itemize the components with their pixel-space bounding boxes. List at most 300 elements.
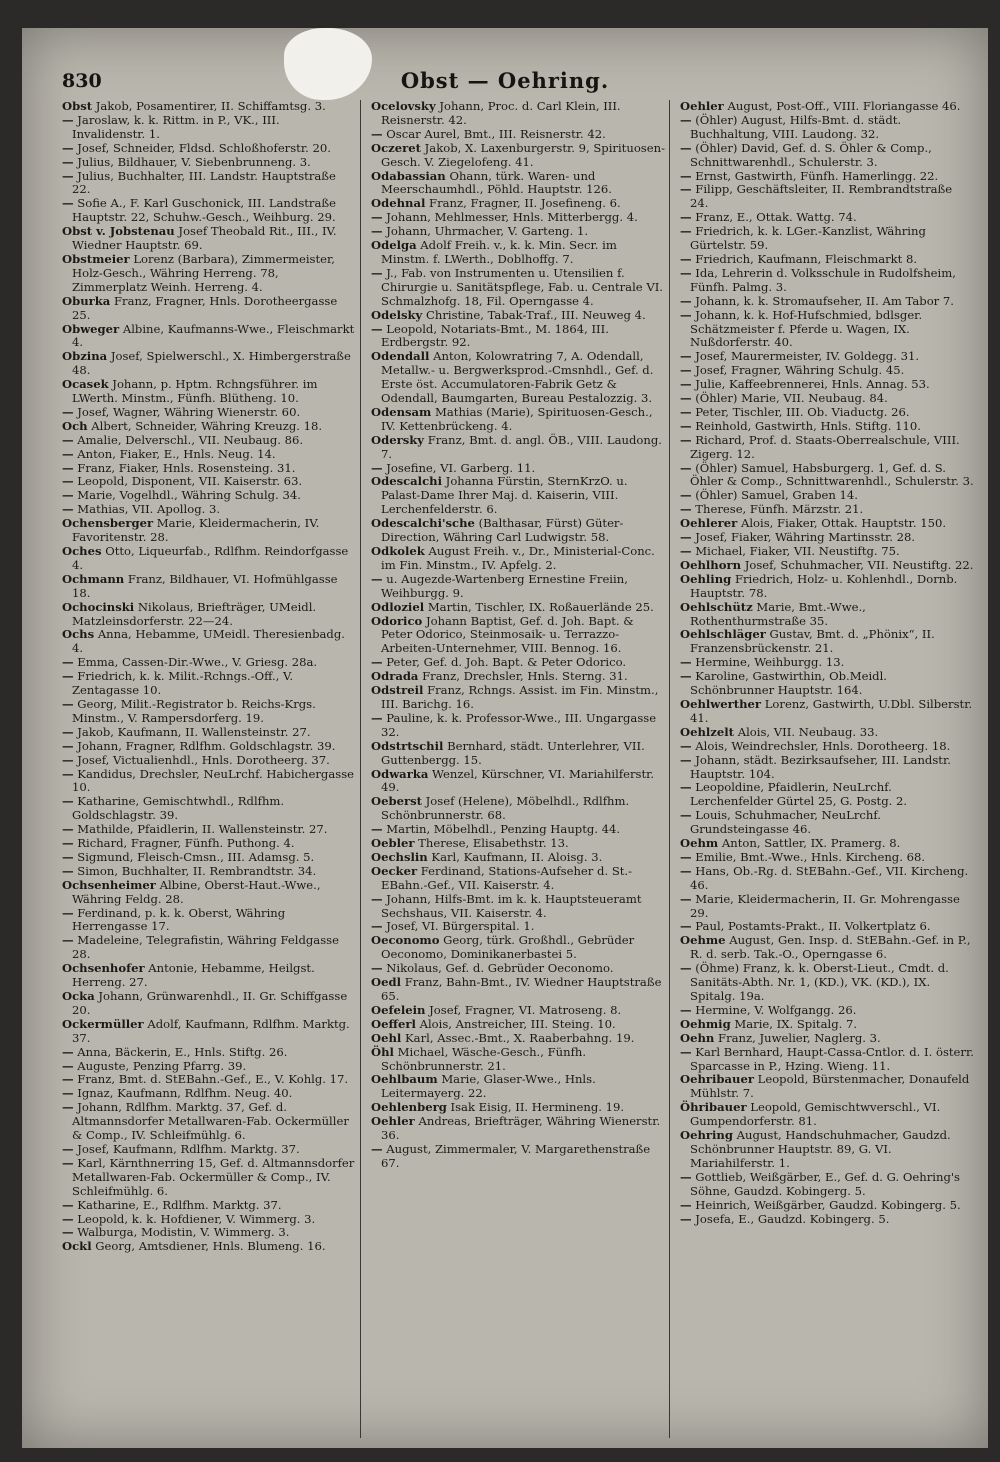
entry-headword: — (62, 933, 74, 948)
entry-headword: Ochmann (62, 571, 125, 586)
entry-headword: — (62, 836, 74, 851)
directory-entry (62, 601, 356, 629)
column-3 (676, 100, 978, 1438)
entry-text: Pauline, k. k. Professor-Wwe., III. Ungargasse 32. (381, 710, 657, 739)
entry-text: August, Gen. Insp. d. StEBahn.-Gef. in P., R. d. serb. Tak.-O., Operngasse 6. (690, 933, 971, 962)
entry-headword: — (62, 1072, 74, 1087)
entry-headword: — (680, 488, 692, 503)
entry-headword: — (680, 168, 692, 183)
entry-text: (Balthasar, Fürst) Güter-Direction, Währing Carl Ludwigstr. 58. (381, 516, 624, 545)
entry-headword: Ocelovsky (371, 100, 436, 113)
entry-text: Ohann, türk. Waren- und Meerschaumhdl., Pöhld. Hauptstr. 126. (381, 168, 612, 197)
entry-text: Johann, Fragner, Rdlfhm. Goldschlagstr. 39. (77, 738, 336, 753)
entry-text: Jaroslaw, k. k. Rittm. in P., VK., III. Invalidenstr. 1. (72, 112, 280, 141)
entry-text: Franz, Juwelier, Naglerg. 3. (718, 1030, 881, 1045)
entry-headword: Oehlwerther (680, 696, 762, 711)
directory-entry (371, 434, 665, 462)
entry-text: Marie, Kleidermacherin, II. Gr. Mohrengasse 29. (690, 891, 960, 920)
directory-entry (680, 1032, 974, 1046)
directory-entry (680, 573, 974, 601)
directory-entry (62, 197, 356, 225)
entry-headword: Ockermüller (62, 1016, 144, 1031)
entry-text: Karl Bernhard, Haupt-Cassa-Cntlor. d. I. österr. Sparcasse in P., Hzing. Wieng. 11. (690, 1044, 974, 1073)
entry-text: Georg, Milit.-Registrator b. Reichs-Krgs. Minstm., V. Rampersdorferg. 19. (72, 696, 316, 725)
directory-entry (680, 420, 974, 434)
entry-headword: — (371, 265, 383, 280)
entry-text: Gustav, Bmt. d. „Phönix“, II. Franzensbrückenstr. 21. (690, 627, 935, 656)
entry-text: Adolf, Kaufmann, Rdlfhm. Marktg. 37. (72, 1016, 350, 1045)
entry-headword: Oehn (680, 1030, 715, 1045)
entry-headword: Ocasek (62, 377, 109, 392)
directory-entry (371, 795, 665, 823)
entry-headword: — (62, 432, 74, 447)
entry-headword: Odelsky (371, 307, 423, 322)
entry-headword: Obzina (62, 349, 108, 364)
entry-headword: — (62, 502, 74, 517)
directory-entry (371, 934, 665, 962)
entry-headword: — (371, 919, 383, 934)
directory-entry (62, 503, 356, 517)
directory-entry (371, 837, 665, 851)
directory-entry (371, 1101, 665, 1115)
directory-entry (62, 475, 356, 489)
entry-headword: Oehribauer (680, 1072, 754, 1087)
entry-text: Christine, Tabak-Traf., III. Neuweg 4. (425, 307, 646, 322)
entry-text: Ida, Lehrerin d. Volksschule in Rudolfsheim, Fünfh. Palmg. 3. (690, 265, 956, 294)
entry-text: Marie, Vogelhdl., Währing Schulg. 34. (77, 488, 301, 503)
entry-headword: — (680, 780, 692, 795)
entry-text: Heinrich, Weißgärber, Gaudzd. Kobingerg. 5. (695, 1197, 961, 1212)
entry-text: Johann, p. Hptm. Rchngsführer. im LWerth. Minstm., Fünfh. Blütheng. 10. (72, 377, 318, 406)
entry-text: Josef Theobald Rit., III., IV. Wiedner Hauptstr. 69. (72, 224, 337, 253)
entry-headword: — (62, 488, 74, 503)
entry-text: Amalie, Delverschl., VII. Neubaug. 86. (77, 432, 304, 447)
entry-text: Johann, Rdlfhm. Marktg. 37, Gef. d. Altmannsdorfer Metallwaren-Fab. Ockermüller & Comp., IV. Schleifmühlg. 6. (72, 1100, 349, 1143)
directory-entry (371, 197, 665, 211)
entry-text: Josef, Kaufmann, Rdlfhm. Marktg. 37. (77, 1141, 300, 1156)
directory-entry (371, 823, 665, 837)
entry-text: Michael, Fiaker, VII. Neustiftg. 75. (695, 544, 900, 558)
entry-text: Leopoldine, Pfaidlerin, NeuLrchf. Lerchenfelder Gürtel 25, G. Postg. 2. (690, 780, 908, 809)
entry-headword: Oeconomo (371, 933, 440, 948)
directory-entry (371, 615, 665, 657)
directory-entry (62, 378, 356, 406)
directory-entry (680, 726, 974, 740)
columns (58, 100, 978, 1438)
directory-entry (680, 267, 974, 295)
directory-entry (371, 475, 665, 517)
directory-entry (680, 1101, 974, 1129)
directory-entry (62, 837, 356, 851)
directory-entry (62, 462, 356, 476)
directory-entry (371, 1115, 665, 1143)
entry-text: Jakob, Posamentirer, II. Schiffamtsg. 3. (95, 100, 326, 113)
directory-entry (371, 684, 665, 712)
entry-text: Karl, Assec.-Bmt., X. Raaberbahng. 19. (405, 1030, 635, 1045)
entry-text: Friedrich, k. k. LGer.-Kanzlist, Währing Gürtelstr. 59. (690, 224, 926, 253)
entry-text: Johann, Mehlmesser, Hnls. Mitterbergg. 4. (386, 210, 638, 225)
entry-text: Friedrich, Holz- u. Kohlenhdl., Dornb. Hauptstr. 78. (690, 571, 958, 600)
entry-headword: — (371, 126, 383, 141)
directory-entry (62, 851, 356, 865)
entry-text: Johann, städt. Bezirksaufseher, III. Landstr. Hauptstr. 104. (690, 752, 951, 781)
directory-entry (680, 740, 974, 754)
entry-text: Anton, Fiaker, E., Hnls. Neug. 14. (77, 446, 276, 461)
directory-entry (371, 142, 665, 170)
entry-headword: Odwarka (371, 766, 429, 781)
entry-text: Louis, Schuhmacher, NeuLrchf. Grundsteingasse 46. (690, 808, 881, 837)
entry-text: Josef, Fragner, Währing Schulg. 45. (695, 363, 905, 378)
entry-text: Marie, Glaser-Wwe., Hnls. Leitermayerg. 22. (381, 1072, 596, 1101)
entry-headword: — (62, 1044, 74, 1059)
entry-text: (Öhler) August, Hilfs-Bmt. d. städt. Buchhaltung, VIII. Laudong. 32. (690, 112, 902, 141)
entry-headword: Oches (62, 544, 102, 558)
directory-entry (62, 489, 356, 503)
directory-entry (62, 1046, 356, 1060)
entry-headword: — (371, 1141, 383, 1156)
entry-text: Antonie, Hebamme, Heilgst. Herreng. 27. (72, 961, 315, 990)
entry-headword: Obst v. Jobstenau (62, 224, 175, 239)
directory-entry (62, 156, 356, 170)
entry-text: Auguste, Penzing Pfarrg. 39. (77, 1058, 247, 1073)
entry-headword: Oehlzelt (680, 724, 735, 739)
entry-headword: — (371, 891, 383, 906)
directory-entry (62, 823, 356, 837)
entry-headword: Oehlschütz (680, 599, 753, 614)
entry-headword: — (680, 849, 692, 864)
directory-entry (680, 1213, 974, 1227)
entry-headword: — (680, 919, 692, 934)
entry-headword: — (62, 794, 74, 809)
entry-headword: — (62, 905, 74, 920)
directory-entry (680, 837, 974, 851)
directory-entry (680, 851, 974, 865)
entry-text: Josef, Spielwerschl., X. Himbergerstraße 48. (72, 349, 351, 378)
entry-text: (Öhler) Samuel, Habsburgerg. 1, Gef. d. S. Öhler & Comp., Schnittwarenhdl., Schulerstr. 3. (690, 460, 974, 489)
directory-entry (371, 893, 665, 921)
entry-text: Isak Eisig, II. Hermineng. 19. (450, 1100, 625, 1115)
directory-entry (680, 920, 974, 934)
entry-headword: Odescalchi (371, 474, 442, 489)
entry-headword: — (680, 738, 692, 753)
directory-entry (371, 309, 665, 323)
directory-entry (371, 1046, 665, 1074)
directory-entry (680, 962, 974, 1004)
directory-entry (62, 1101, 356, 1143)
entry-text: August, Handschuhmacher, Gaudzd. Schönbrunner Hauptstr. 89, G. VI. Mariahilferstr. 1. (690, 1128, 951, 1170)
directory-entry (680, 656, 974, 670)
directory-entry (371, 670, 665, 684)
entry-headword: — (62, 849, 74, 864)
entry-text: Georg, türk. Großhdl., Gebrüder Oeconomo, Dominikanerbastei 5. (381, 933, 635, 962)
entry-text: Walburga, Modistin, V. Wimmerg. 3. (77, 1225, 290, 1240)
directory-entry (680, 809, 974, 837)
entry-text: J., Fab. von Instrumenten u. Utensilien f. Chirurgie u. Sanitätspflege, Fab. u. Centrale VI. Schmalzhofg. 18, Fil. Operngasse 4. (381, 265, 663, 308)
entry-text: Johann, k. k. Stromaufseher, II. Am Tabor 7. (695, 293, 954, 308)
entry-text: Ferdinand, Stations-Aufseher d. St.-EBahn.-Gef., VII. Kaiserstr. 4. (381, 863, 633, 892)
directory-entry (62, 726, 356, 740)
directory-entry (62, 406, 356, 420)
entry-headword: — (62, 1155, 74, 1170)
entry-headword: — (680, 502, 692, 517)
entry-text: (Öhler) David, Gef. d. S. Öhler & Comp., Schnittwarenhdl., Schulerstr. 3. (690, 140, 932, 169)
entry-text: Nikolaus, Gef. d. Gebrüder Oeconomo. (386, 961, 614, 976)
entry-headword: — (680, 891, 692, 906)
entry-text: Hermine, Weihburgg. 13. (695, 655, 845, 670)
entry-headword: Oeberst (371, 794, 422, 809)
entry-text: Peter, Tischler, III. Ob. Viaductg. 26. (695, 404, 910, 419)
directory-entry (62, 323, 356, 351)
directory-entry (62, 1157, 356, 1199)
directory-entry (371, 1018, 665, 1032)
directory-entry (371, 851, 665, 865)
entry-headword: — (371, 655, 383, 670)
entry-headword: Odloziel (371, 599, 425, 614)
entry-headword: Oehm (680, 836, 719, 851)
entry-headword: — (62, 196, 74, 211)
entry-headword: — (680, 1211, 692, 1226)
directory-entry (680, 253, 974, 267)
entry-text: Leopold, Notariats-Bmt., M. 1864, III. Erdbergstr. 92. (381, 321, 609, 350)
entry-text: Johann, Proc. d. Carl Klein, III. Reisnerstr. 42. (381, 100, 621, 127)
entry-text: Sigmund, Fleisch-Cmsn., III. Adamsg. 5. (77, 849, 315, 864)
entry-headword: — (680, 808, 692, 823)
entry-headword: — (680, 404, 692, 419)
entry-text: Ferdinand, p. k. k. Oberst, Währing Herrengasse 17. (72, 905, 286, 934)
directory-entry (62, 517, 356, 545)
entry-headword: — (62, 112, 74, 127)
entry-headword: Oehring (680, 1128, 733, 1143)
directory-entry (680, 1073, 974, 1101)
directory-entry (680, 211, 974, 225)
entry-text: Josefine, VI. Garberg. 11. (386, 460, 536, 475)
entry-text: Ernst, Gastwirth, Fünfh. Hamerlingg. 22. (695, 168, 939, 183)
directory-entry (371, 1073, 665, 1101)
directory-entry (62, 1240, 356, 1254)
directory-entry (62, 1018, 356, 1046)
entry-headword: — (680, 112, 692, 127)
directory-entry (62, 100, 356, 114)
entry-headword: — (680, 210, 692, 225)
directory-entry (680, 865, 974, 893)
entry-text: Anna, Hebamme, UMeidl. Theresienbadg. 4. (72, 627, 345, 656)
entry-headword: Ochensberger (62, 516, 154, 531)
directory-entry (62, 434, 356, 448)
directory-entry (62, 225, 356, 253)
directory-entry (62, 628, 356, 656)
entry-headword: Ochocinski (62, 599, 135, 614)
entry-text: Katharine, Gemischtwhdl., Rdlfhm. Goldschlagstr. 39. (72, 794, 285, 823)
entry-text: Therese, Elisabethstr. 13. (418, 836, 569, 851)
entry-headword: Odorico (371, 613, 423, 628)
entry-text: Emma, Cassen-Dir.-Wwe., V. Griesg. 28a. (77, 655, 318, 670)
entry-text: Johann Baptist, Gef. d. Joh. Bapt. & Peter Odorico, Steinmosaik- u. Terrazzo-Arbeiten-Unternehmer, VIII. Bennog. 16. (381, 613, 634, 656)
directory-entry (680, 1199, 974, 1213)
entry-headword: — (62, 140, 74, 155)
entry-headword: — (62, 863, 74, 878)
entry-text: (Öhler) Marie, VII. Neubaug. 84. (695, 391, 888, 406)
directory-entry (62, 1060, 356, 1074)
entry-headword: Ochsenheimer (62, 877, 156, 892)
entry-headword: — (62, 168, 74, 183)
entry-text: Otto, Liqueurfab., Rdlfhm. Reindorfgasse 4. (72, 544, 349, 572)
entry-text: Karl, Kaufmann, II. Aloisg. 3. (431, 849, 603, 864)
entry-text: Franz, Fragner, Hnls. Dorotheergasse 25. (72, 293, 338, 322)
entry-headword: — (371, 710, 383, 725)
entry-headword: — (62, 1100, 74, 1115)
entry-text: Bernhard, städt. Unterlehrer, VII. Guttenbergg. 15. (381, 738, 645, 767)
entry-text: Franz, Bmt. d. StEBahn.-Gef., E., V. Kohlg. 17. (77, 1072, 349, 1087)
entry-text: Simon, Buchhalter, II. Rembrandtstr. 34. (77, 863, 317, 878)
entry-headword: Oebler (371, 836, 415, 851)
entry-text: Friedrich, Kaufmann, Fleischmarkt 8. (695, 251, 918, 266)
directory-entry (62, 295, 356, 323)
entry-headword: Öhl (371, 1044, 394, 1059)
entry-headword: — (680, 1197, 692, 1212)
directory-entry (62, 740, 356, 754)
entry-headword: Odabassian (371, 168, 446, 183)
entry-headword: — (62, 669, 74, 684)
page-number: 830 (62, 70, 102, 92)
entry-text: Franz, Fragner, II. Josefineng. 6. (429, 196, 621, 211)
entry-text: Marie, Bmt.-Wwe., Rothenthurmstraße 35. (690, 599, 866, 628)
directory-entry (62, 962, 356, 990)
directory-entry (680, 1046, 974, 1074)
entry-headword: Odehnal (371, 196, 426, 211)
entry-headword: — (371, 321, 383, 336)
directory-entry (680, 378, 974, 392)
entry-text: Mathias, VII. Apollog. 3. (77, 502, 221, 517)
directory-entry (62, 768, 356, 796)
directory-entry (62, 879, 356, 907)
directory-entry (371, 656, 665, 670)
entry-headword: Ochsenhofer (62, 961, 145, 976)
directory-entry (680, 100, 974, 114)
directory-entry (680, 364, 974, 378)
directory-entry (371, 211, 665, 225)
directory-entry (371, 170, 665, 198)
directory-entry (62, 934, 356, 962)
entry-text: Filipp, Geschäftsleiter, II. Rembrandtstraße 24. (690, 182, 953, 211)
entry-headword: — (680, 140, 692, 155)
entry-headword: — (680, 1002, 692, 1017)
entry-headword: — (62, 1058, 74, 1073)
directory-entry (680, 1171, 974, 1199)
entry-headword: Ocka (62, 989, 95, 1003)
entry-headword: Oehlhorn (680, 557, 742, 572)
entry-headword: Oehler (371, 1114, 415, 1129)
directory-entry (62, 448, 356, 462)
entry-text: Karl, Kärnthnerring 15, Gef. d. Altmannsdorfer Metallwaren-Fab. Ockermüller & Comp., IV. Schleifmühlg. 6. (72, 1155, 355, 1198)
running-head: Obst — Oehring. (400, 68, 610, 93)
directory-entry (62, 1087, 356, 1101)
entry-headword: Oehlerer (680, 516, 738, 531)
directory-entry (371, 462, 665, 476)
entry-text: Anton, Kolowratring 7, A. Odendall, Metallw.- u. Bergwerksprod.-Cmsnhdl., Gef. d. Erste öst. Accumulatoren-Fabrik Getz & Odendall, Baumgarten, Bureau Pestalozzig. 3. (381, 349, 654, 406)
entry-text: u. Augezde-Wartenberg Ernestine Freiin, Weihburgg. 9. (381, 571, 628, 600)
entry-text: Jakob, X. Laxenburgerstr. 9, Spirituosen-Gesch. V. Ziegelofeng. 41. (381, 140, 665, 169)
entry-text: Franz, Bahn-Bmt., IV. Wiedner Hauptstraße 65. (381, 975, 662, 1003)
entry-headword: — (62, 766, 74, 781)
entry-headword: Oehl (371, 1030, 402, 1045)
directory-entry (62, 350, 356, 378)
entry-text: August, Zimmermaler, V. Margarethenstraße 67. (381, 1141, 651, 1170)
entry-text: Paul, Postamts-Prakt., II. Volkertplatz 6. (695, 919, 931, 934)
entry-text: Friedrich, k. k. Milit.-Rchngs.-Off., V. Zentagasse 10. (72, 669, 294, 698)
directory-entry (680, 559, 974, 573)
directory-entry (680, 406, 974, 420)
entry-text: Hans, Ob.-Rg. d. StEBahn.-Gef., VII. Kircheng. 46. (690, 863, 969, 892)
entry-text: Michael, Wäsche-Gesch., Fünfh. Schönbrunnerstr. 21. (381, 1044, 587, 1073)
entry-headword: — (680, 377, 692, 392)
entry-text: Lorenz, Gastwirth, U.Dbl. Silberstr. 41. (690, 696, 973, 725)
entry-headword: — (62, 1225, 74, 1240)
entry-text: (Öhler) Samuel, Graben 14. (695, 488, 858, 503)
entry-text: Peter, Gef. d. Joh. Bapt. & Peter Odorico. (386, 655, 627, 670)
entry-text: Josef (Helene), Möbelhdl., Rdlfhm. Schönbrunnerstr. 68. (381, 794, 630, 823)
column-1 (58, 100, 361, 1438)
entry-headword: Oedl (371, 975, 401, 990)
entry-headword: — (680, 224, 692, 239)
column-2 (367, 100, 670, 1438)
directory-entry (680, 628, 974, 656)
entry-text: Franz, Bildhauer, VI. Hofmühlgasse 18. (72, 571, 338, 600)
entry-headword: Ochs (62, 627, 95, 642)
entry-headword: Oefelein (371, 1002, 426, 1017)
directory-entry (62, 1199, 356, 1213)
directory-entry (62, 907, 356, 935)
entry-headword: Öhribauer (680, 1100, 747, 1115)
entry-headword: Oehler (680, 100, 724, 113)
entry-text: Josef, Fiaker, Währing Martinsstr. 28. (695, 530, 916, 545)
entry-headword: Oefferl (371, 1016, 416, 1031)
entry-headword: — (680, 265, 692, 280)
entry-text: Richard, Fragner, Fünfh. Puthong. 4. (77, 836, 295, 851)
directory-entry (62, 1226, 356, 1240)
entry-headword: Odensam (371, 404, 432, 419)
directory-entry (371, 920, 665, 934)
directory-entry (680, 392, 974, 406)
entry-headword: Obstmeier (62, 251, 130, 266)
directory-entry (680, 934, 974, 962)
directory-entry (371, 545, 665, 573)
entry-headword: — (680, 307, 692, 322)
directory-entry (680, 754, 974, 782)
entry-headword: Odersky (371, 432, 424, 447)
entry-text: Alois, Fiaker, Ottak. Hauptstr. 150. (740, 516, 947, 531)
directory-entry (680, 295, 974, 309)
entry-text: Franz, Fiaker, Hnls. Rosensteing. 31. (77, 460, 296, 475)
entry-text: Josef, VI. Bürgerspital. 1. (386, 919, 535, 934)
directory-entry (680, 601, 974, 629)
entry-text: Lorenz (Barbara), Zimmermeister, Holz-Gesch., Währing Herreng. 78, Zimmerplatz Weinh. Herreng. 4. (72, 251, 335, 294)
entry-headword: — (62, 154, 74, 169)
directory-entry (680, 225, 974, 253)
entry-headword: — (62, 822, 74, 837)
entry-text: Anna, Bäckerin, E., Hnls. Stiftg. 26. (77, 1044, 288, 1059)
entry-text: Alois, Anstreicher, III. Steing. 10. (419, 1016, 616, 1031)
directory-entry (371, 323, 665, 351)
entry-headword: Oehlbaum (371, 1072, 438, 1087)
entry-text: Marie, IX. Spitalg. 7. (734, 1016, 858, 1031)
entry-headword: — (680, 293, 692, 308)
entry-text: (Öhme) Franz, k. k. Oberst-Lieut., Cmdt. d. Sanitäts-Abth. Nr. 1, (KD.), VK. (KD.), IX. Spitalg. 19a. (690, 961, 949, 1003)
entry-text: Reinhold, Gastwirth, Hnls. Stiftg. 110. (695, 418, 921, 433)
entry-headword: — (680, 752, 692, 767)
directory-entry (680, 434, 974, 462)
entry-text: August, Post-Off., VIII. Floriangasse 46. (727, 100, 961, 113)
directory-entry (371, 128, 665, 142)
